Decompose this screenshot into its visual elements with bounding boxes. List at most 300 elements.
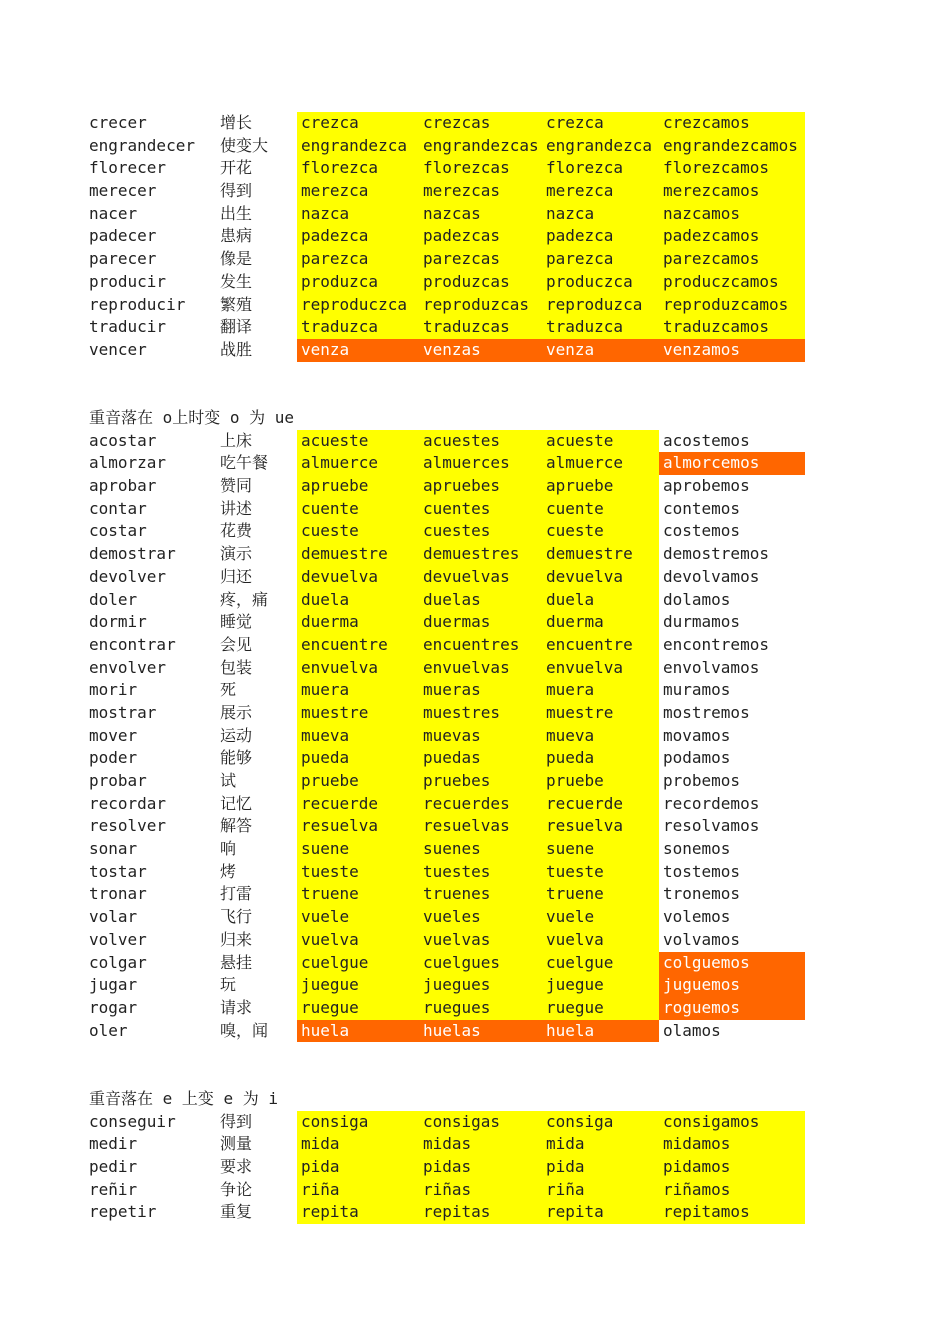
verb-meaning: 讲述 [220, 498, 253, 518]
subjunctive-form: engrandezca [542, 135, 659, 158]
subjunctive-form: padezca [297, 225, 419, 248]
verb-infinitive: jugar [89, 975, 138, 995]
subjunctive-form: acostemos [663, 430, 750, 450]
section-heading: 重音落在 o上时变 o 为 ue [89, 408, 295, 427]
subjunctive-form: repitamos [659, 1201, 805, 1224]
verb-meaning: 解答 [220, 816, 253, 836]
verb-infinitive: vencer [89, 339, 147, 359]
verb-meaning: 嗅，闻 [220, 1020, 269, 1040]
verb-row [89, 1020, 805, 1043]
verb-meaning: 增长 [220, 113, 253, 132]
verb-infinitive: colgar [89, 952, 147, 972]
verb-infinitive: dormir [89, 612, 147, 632]
subjunctive-form: suenes [419, 838, 542, 861]
verb-row [89, 747, 805, 770]
subjunctive-form: vuelvas [419, 929, 542, 952]
verb-infinitive: doler [89, 589, 138, 609]
subjunctive-form: envuelva [542, 657, 659, 680]
verb-infinitive: encontrar [89, 634, 176, 654]
subjunctive-form: riña [542, 1179, 659, 1202]
subjunctive-form: acuestes [419, 430, 542, 453]
subjunctive-form: tuestes [419, 861, 542, 884]
verb-infinitive: reproducir [89, 294, 186, 314]
subjunctive-form: juegue [297, 974, 419, 997]
verb-row [89, 883, 805, 906]
subjunctive-form: vuele [542, 906, 659, 929]
verb-row [89, 543, 805, 566]
verb-row [89, 180, 805, 203]
subjunctive-form: recordemos [663, 793, 760, 813]
subjunctive-form: consiga [542, 1111, 659, 1134]
subjunctive-form: mida [297, 1133, 419, 1156]
subjunctive-form: mueva [542, 725, 659, 748]
subjunctive-form: duermas [419, 611, 542, 634]
subjunctive-form: volemos [663, 907, 731, 927]
subjunctive-form: engrandezcamos [659, 135, 805, 158]
verb-meaning: 测量 [220, 1134, 253, 1154]
subjunctive-form: riña [297, 1179, 419, 1202]
subjunctive-form: huela [297, 1020, 419, 1043]
verb-meaning: 玩 [220, 975, 237, 995]
verb-row [89, 520, 805, 543]
verb-infinitive: engrandecer [89, 135, 195, 155]
subjunctive-form: duela [297, 589, 419, 612]
subjunctive-form: ruegue [542, 997, 659, 1020]
subjunctive-form: resuelvas [419, 815, 542, 838]
verb-meaning: 演示 [220, 544, 253, 564]
verb-row [89, 634, 805, 657]
subjunctive-form: puedas [419, 747, 542, 770]
verb-infinitive: poder [89, 748, 138, 768]
subjunctive-form: apruebe [297, 475, 419, 498]
subjunctive-form: podamos [663, 748, 731, 768]
subjunctive-form: almuerce [297, 452, 419, 475]
subjunctive-form: truene [542, 883, 659, 906]
subjunctive-form: florezca [297, 157, 419, 180]
subjunctive-form: volvamos [663, 929, 741, 949]
subjunctive-form: merezca [542, 180, 659, 203]
verb-meaning: 展示 [220, 702, 253, 722]
subjunctive-form: produczcamos [659, 271, 805, 294]
subjunctive-form: demuestre [542, 543, 659, 566]
verb-infinitive: merecer [89, 181, 157, 201]
subjunctive-form: contemos [663, 498, 741, 518]
verb-meaning: 请求 [220, 997, 253, 1017]
subjunctive-form: crezcas [419, 112, 542, 135]
subjunctive-form: cuente [297, 498, 419, 521]
verb-infinitive: medir [89, 1134, 138, 1154]
verb-meaning: 记忆 [220, 793, 253, 813]
verb-meaning: 出生 [220, 203, 253, 223]
verb-row [89, 929, 805, 952]
subjunctive-form: encuentre [297, 634, 419, 657]
verb-meaning: 得到 [220, 1111, 253, 1131]
verb-meaning: 运动 [220, 725, 253, 745]
verb-row [89, 248, 805, 271]
subjunctive-form: truene [297, 883, 419, 906]
verb-infinitive: devolver [89, 566, 167, 586]
verb-row [89, 725, 805, 748]
subjunctive-form: florezcas [419, 157, 542, 180]
subjunctive-form: pidas [419, 1156, 542, 1179]
verb-row [89, 566, 805, 589]
subjunctive-form: duerma [542, 611, 659, 634]
subjunctive-form: riñamos [659, 1179, 805, 1202]
subjunctive-form: consiga [297, 1111, 419, 1134]
subjunctive-form: nazcamos [659, 203, 805, 226]
subjunctive-form: cuentes [419, 498, 542, 521]
verb-row [89, 815, 805, 838]
section-o-to-ue [89, 407, 805, 1042]
verb-row [89, 1156, 805, 1179]
verb-meaning: 得到 [220, 181, 253, 201]
verb-meaning: 要求 [220, 1157, 253, 1177]
verb-meaning: 归还 [220, 566, 253, 586]
verb-row [89, 498, 805, 521]
subjunctive-form: merezcas [419, 180, 542, 203]
verb-meaning: 飞行 [220, 907, 253, 927]
subjunctive-form: recuerde [297, 793, 419, 816]
subjunctive-form: cuestes [419, 520, 542, 543]
subjunctive-form: venza [542, 339, 659, 362]
verb-meaning: 战胜 [220, 339, 253, 359]
verb-row [89, 475, 805, 498]
verb-row [89, 1179, 805, 1202]
verb-row [89, 430, 805, 453]
subjunctive-form: encontremos [663, 634, 769, 654]
subjunctive-form: envolvamos [663, 657, 760, 677]
verb-row [89, 1133, 805, 1156]
subjunctive-form: muestre [297, 702, 419, 725]
subjunctive-form: cuente [542, 498, 659, 521]
subjunctive-form: crezca [297, 112, 419, 135]
verb-infinitive: tronar [89, 884, 147, 904]
subjunctive-form: parezca [542, 248, 659, 271]
subjunctive-form: nazca [297, 203, 419, 226]
verb-infinitive: pedir [89, 1157, 138, 1177]
verb-infinitive: morir [89, 680, 138, 700]
verb-infinitive: contar [89, 498, 147, 518]
subjunctive-form: vuelva [297, 929, 419, 952]
subjunctive-form: mida [542, 1133, 659, 1156]
subjunctive-form: padezcas [419, 225, 542, 248]
subjunctive-form: pidamos [659, 1156, 805, 1179]
subjunctive-form: parezca [297, 248, 419, 271]
verb-row [89, 679, 805, 702]
verb-meaning: 悬挂 [220, 952, 253, 972]
verb-meaning: 会见 [220, 634, 253, 654]
subjunctive-form: reproduzcamos [659, 294, 805, 317]
verb-row [89, 294, 805, 317]
subjunctive-form: padezca [542, 225, 659, 248]
subjunctive-form: traduzcas [419, 316, 542, 339]
verb-row [89, 974, 805, 997]
verb-row [89, 906, 805, 929]
subjunctive-form: almorcemos [659, 452, 805, 475]
subjunctive-form: pueda [297, 747, 419, 770]
verb-infinitive: producir [89, 271, 167, 291]
subjunctive-form: muestres [419, 702, 542, 725]
subjunctive-form: consigamos [659, 1111, 805, 1134]
subjunctive-form: ruegue [297, 997, 419, 1020]
verb-infinitive: traducir [89, 317, 167, 337]
verb-row [89, 702, 805, 725]
subjunctive-form: consigas [419, 1111, 542, 1134]
verb-infinitive: acostar [89, 430, 157, 450]
verb-row [89, 770, 805, 793]
subjunctive-form: venza [297, 339, 419, 362]
verb-meaning: 归来 [220, 929, 253, 949]
subjunctive-form: vueles [419, 906, 542, 929]
verb-meaning: 花费 [220, 521, 253, 541]
subjunctive-form: engrandezca [297, 135, 419, 158]
subjunctive-form: tueste [542, 861, 659, 884]
verb-meaning: 烤 [220, 861, 237, 881]
subjunctive-form: engrandezcas [419, 135, 542, 158]
subjunctive-form: sonemos [663, 839, 731, 859]
verb-meaning: 试 [220, 771, 237, 790]
subjunctive-form: muramos [663, 680, 731, 700]
subjunctive-form: reproduczca [297, 294, 419, 317]
subjunctive-form: padezcamos [659, 225, 805, 248]
verb-meaning: 睡觉 [220, 612, 253, 632]
verb-row [89, 1201, 805, 1224]
subjunctive-form: produzcas [419, 271, 542, 294]
verb-infinitive: conseguir [89, 1111, 176, 1131]
verb-meaning: 争论 [220, 1179, 253, 1199]
subjunctive-form: pruebes [419, 770, 542, 793]
subjunctive-form: devolvamos [663, 566, 760, 586]
verb-infinitive: repetir [89, 1202, 157, 1222]
verb-infinitive: demostrar [89, 544, 176, 564]
subjunctive-form: truenes [419, 883, 542, 906]
verb-infinitive: costar [89, 521, 147, 541]
subjunctive-form: movamos [663, 725, 731, 745]
verb-infinitive: florecer [89, 158, 167, 178]
verb-infinitive: oler [89, 1020, 128, 1040]
verb-meaning: 患病 [220, 226, 253, 246]
subjunctive-form: devuelvas [419, 566, 542, 589]
verb-row [89, 589, 805, 612]
subjunctive-form: midas [419, 1133, 542, 1156]
subjunctive-form: envuelva [297, 657, 419, 680]
subjunctive-form: nazcas [419, 203, 542, 226]
verb-row [89, 135, 805, 158]
verb-meaning: 像是 [220, 249, 253, 269]
verb-meaning: 能够 [220, 748, 253, 768]
subjunctive-form: parezcas [419, 248, 542, 271]
verb-row [89, 225, 805, 248]
section-heading: 重音落在 e 上变 e 为 i [89, 1089, 279, 1108]
subjunctive-form: muevas [419, 725, 542, 748]
verb-row [89, 952, 805, 975]
subjunctive-form: cuelgues [419, 952, 542, 975]
verb-meaning: 开花 [220, 158, 253, 178]
subjunctive-form: pruebe [297, 770, 419, 793]
subjunctive-form: dolamos [663, 589, 731, 609]
verb-meaning: 翻译 [220, 317, 253, 337]
subjunctive-form: duelas [419, 589, 542, 612]
subjunctive-form: vuelva [542, 929, 659, 952]
subjunctive-form: mueras [419, 679, 542, 702]
subjunctive-form: cueste [297, 520, 419, 543]
verb-meaning: 赞同 [220, 476, 253, 496]
subjunctive-form: demuestre [297, 543, 419, 566]
subjunctive-form: vuele [297, 906, 419, 929]
subjunctive-form: recuerde [542, 793, 659, 816]
verb-row [89, 203, 805, 226]
verb-infinitive: volver [89, 929, 147, 949]
subjunctive-form: muestre [542, 702, 659, 725]
verb-meaning: 死 [220, 680, 237, 700]
verb-infinitive: resolver [89, 816, 167, 836]
subjunctive-form: mueva [297, 725, 419, 748]
verb-infinitive: nacer [89, 203, 138, 223]
verb-row [89, 657, 805, 680]
subjunctive-form: repita [297, 1201, 419, 1224]
subjunctive-form: envuelvas [419, 657, 542, 680]
verb-row [89, 316, 805, 339]
subjunctive-form: recuerdes [419, 793, 542, 816]
subjunctive-form: crezca [542, 112, 659, 135]
verb-infinitive: probar [89, 771, 147, 790]
subjunctive-form: pida [542, 1156, 659, 1179]
subjunctive-form: huela [542, 1020, 659, 1043]
section-zc-verbs [89, 112, 805, 362]
verb-meaning: 疼，痛 [220, 589, 269, 609]
subjunctive-form: probemos [663, 771, 741, 790]
verb-infinitive: sonar [89, 839, 138, 859]
subjunctive-form: merezca [297, 180, 419, 203]
subjunctive-form: pida [297, 1156, 419, 1179]
subjunctive-form: reproduzca [542, 294, 659, 317]
verb-infinitive: padecer [89, 226, 157, 246]
subjunctive-form: aprobemos [663, 476, 750, 496]
subjunctive-form: reproduzcas [419, 294, 542, 317]
subjunctive-form: apruebes [419, 475, 542, 498]
subjunctive-form: venzas [419, 339, 542, 362]
verb-infinitive: volar [89, 907, 138, 927]
subjunctive-form: traduzca [542, 316, 659, 339]
verb-infinitive: recordar [89, 793, 167, 813]
verb-meaning: 上床 [220, 430, 253, 450]
subjunctive-form: devuelva [542, 566, 659, 589]
subjunctive-form: duerma [297, 611, 419, 634]
subjunctive-form: resuelva [297, 815, 419, 838]
verb-meaning: 繁殖 [220, 294, 253, 314]
subjunctive-form: crezcamos [659, 112, 805, 135]
subjunctive-form: repita [542, 1201, 659, 1224]
verb-meaning: 发生 [220, 271, 253, 291]
subjunctive-form: suene [297, 838, 419, 861]
verb-row [89, 611, 805, 634]
section-e-to-i [89, 1088, 805, 1224]
verb-row [89, 339, 805, 362]
verb-meaning: 使变大 [220, 135, 269, 155]
subjunctive-form: devuelva [297, 566, 419, 589]
subjunctive-form: cuelgue [297, 952, 419, 975]
subjunctive-form: cueste [542, 520, 659, 543]
verb-row [89, 1111, 805, 1134]
subjunctive-form: olamos [663, 1020, 721, 1040]
subjunctive-form: tronemos [663, 884, 741, 904]
subjunctive-form: huelas [419, 1020, 542, 1043]
verb-row [89, 793, 805, 816]
subjunctive-form: riñas [419, 1179, 542, 1202]
subjunctive-form: nazca [542, 203, 659, 226]
subjunctive-form: pueda [542, 747, 659, 770]
verb-row [89, 157, 805, 180]
subjunctive-form: parezcamos [659, 248, 805, 271]
verb-row [89, 838, 805, 861]
verb-meaning: 重复 [220, 1202, 253, 1222]
subjunctive-form: acueste [542, 430, 659, 453]
subjunctive-form: muera [542, 679, 659, 702]
subjunctive-form: florezca [542, 157, 659, 180]
subjunctive-form: resuelva [542, 815, 659, 838]
verb-infinitive: aprobar [89, 476, 157, 496]
subjunctive-form: tostemos [663, 861, 741, 881]
subjunctive-form: midamos [659, 1133, 805, 1156]
subjunctive-form: juguemos [659, 974, 805, 997]
verb-infinitive: rogar [89, 997, 138, 1017]
subjunctive-form: colguemos [659, 952, 805, 975]
subjunctive-form: demuestres [419, 543, 542, 566]
subjunctive-form: almuerce [542, 452, 659, 475]
verb-meaning: 包装 [220, 657, 253, 677]
subjunctive-form: traduzcamos [659, 316, 805, 339]
subjunctive-form: pruebe [542, 770, 659, 793]
subjunctive-form: cuelgue [542, 952, 659, 975]
subjunctive-form: repitas [419, 1201, 542, 1224]
subjunctive-form: juegue [542, 974, 659, 997]
verb-meaning: 打雷 [220, 884, 253, 904]
subjunctive-form: durmamos [663, 612, 741, 632]
subjunctive-form: duela [542, 589, 659, 612]
subjunctive-form: resolvamos [663, 816, 760, 836]
subjunctive-form: traduzca [297, 316, 419, 339]
verb-row [89, 997, 805, 1020]
subjunctive-form: encuentres [419, 634, 542, 657]
verb-infinitive: mover [89, 725, 138, 745]
verb-infinitive: mostrar [89, 702, 157, 722]
subjunctive-form: demostremos [663, 544, 769, 564]
subjunctive-form: suene [542, 838, 659, 861]
verb-infinitive: crecer [89, 113, 147, 132]
subjunctive-form: produzca [297, 271, 419, 294]
subjunctive-form: mostremos [663, 702, 750, 722]
verb-row [89, 861, 805, 884]
subjunctive-form: juegues [419, 974, 542, 997]
subjunctive-form: produczca [542, 271, 659, 294]
subjunctive-form: florezcamos [659, 157, 805, 180]
subjunctive-form: almuerces [419, 452, 542, 475]
verb-infinitive: tostar [89, 861, 147, 881]
subjunctive-form: apruebe [542, 475, 659, 498]
subjunctive-form: venzamos [659, 339, 805, 362]
verb-infinitive: parecer [89, 249, 157, 269]
verb-infinitive: almorzar [89, 453, 167, 473]
subjunctive-form: roguemos [659, 997, 805, 1020]
verb-infinitive: envolver [89, 657, 167, 677]
verb-row [89, 112, 805, 135]
verb-row [89, 452, 805, 475]
verb-meaning: 响 [220, 839, 237, 859]
subjunctive-form: tueste [297, 861, 419, 884]
verb-infinitive: reñir [89, 1179, 138, 1199]
subjunctive-form: muera [297, 679, 419, 702]
verb-row [89, 271, 805, 294]
